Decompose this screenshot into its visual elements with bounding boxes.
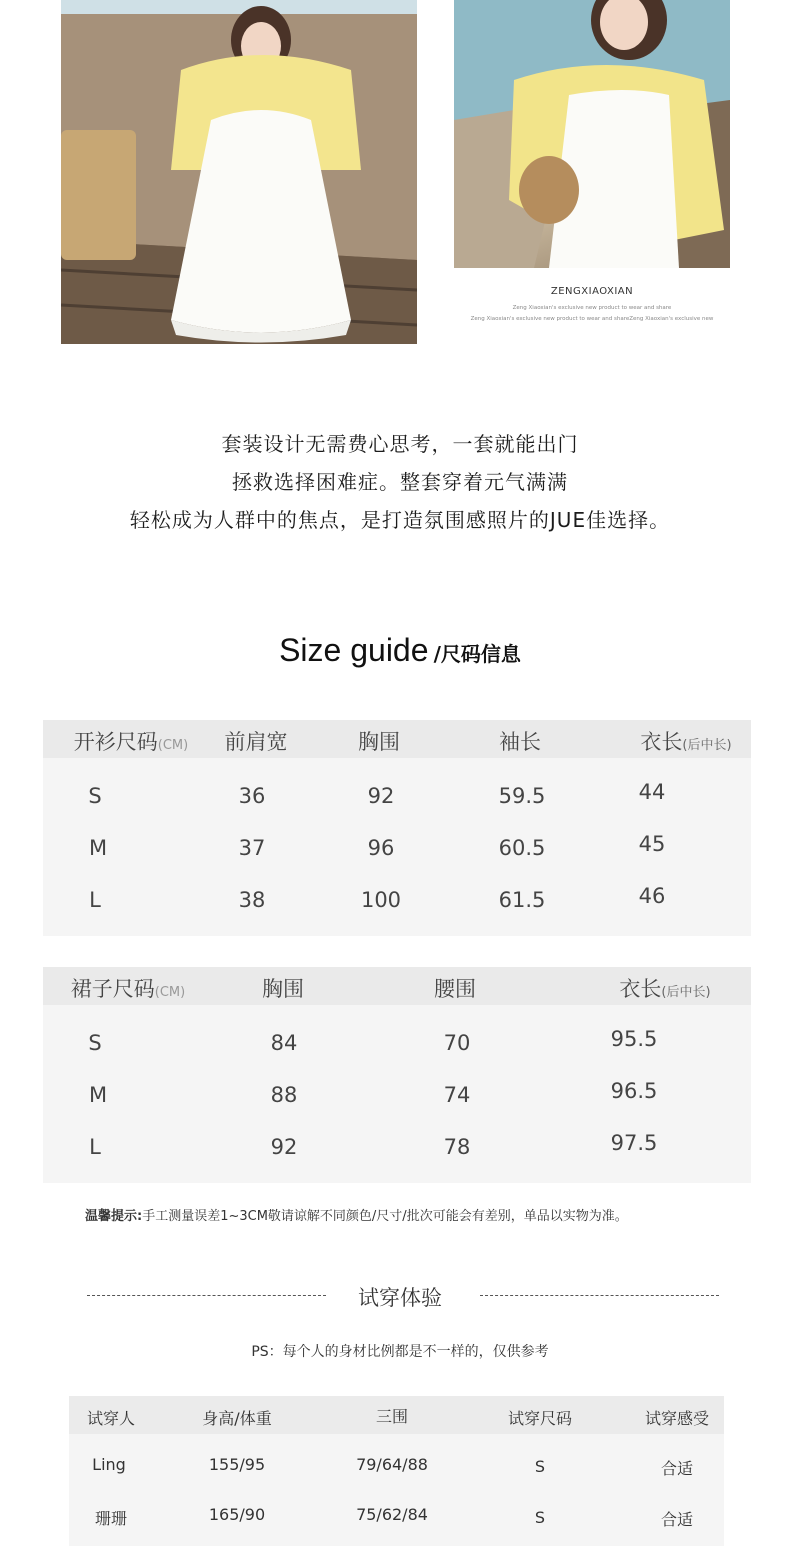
row-waist: 70 [443, 1031, 471, 1055]
description-line-3: 轻松成为人群中的焦点，是打造氛围感照片的JUE佳选择。 [129, 508, 671, 532]
skirt-header-length: 衣长(后中长) [619, 977, 711, 1001]
row-size: L [89, 888, 101, 912]
cardigan-header-bust: 胸围 [358, 730, 400, 754]
row-bust: 96 [367, 836, 395, 860]
row-sleeve: 59.5 [498, 784, 546, 808]
row-length: 45 [638, 832, 666, 856]
row-length: 96.5 [610, 1079, 658, 1103]
row-size: S [88, 1031, 102, 1055]
divider-right [480, 1295, 719, 1296]
caption-brand: ZENGXIAOXIAN [550, 286, 634, 297]
cardigan-header-shoulder: 前肩宽 [224, 730, 288, 754]
row-feel: 合适 [660, 1459, 694, 1478]
cardigan-table-body [43, 758, 751, 936]
try-on-table-header [69, 1396, 724, 1434]
row-size: M [88, 1083, 108, 1107]
try-on-note: PS：每个人的身材比例都是不一样的，仅供参考 [251, 1344, 549, 1360]
row-length: 46 [638, 884, 666, 908]
caption-line-2: Zeng Xiaoxian's exclusive new product to wear and shareZeng Xiaoxian's exclusive new [470, 316, 714, 322]
row-shoulder: 37 [238, 836, 266, 860]
row-shoulder: 36 [238, 784, 266, 808]
row-feel: 合适 [660, 1510, 694, 1529]
row-person: Ling [92, 1455, 126, 1474]
row-sleeve: 61.5 [498, 888, 546, 912]
skirt-table-header [43, 967, 751, 1005]
skirt-header-name: 裙子尺码(CM) [70, 977, 186, 1001]
header-feel: 试穿感受 [644, 1409, 710, 1428]
header-size: 试穿尺码 [507, 1409, 573, 1428]
header-height-weight: 身高/体重 [202, 1409, 272, 1428]
try-on-title: 试穿体验 [358, 1286, 442, 1310]
tip-label: 温馨提示: [85, 1209, 143, 1224]
row-length: 44 [638, 780, 666, 804]
description-line-1: 套装设计无需费心思考，一套就能出门 [221, 432, 579, 456]
row-waist: 78 [443, 1135, 471, 1159]
tip-text: 手工测量误差1~3CM敬请谅解不同颜色/尺寸/批次可能会有差别，单品以实物为准。 [142, 1209, 628, 1224]
row-height-weight: 155/95 [208, 1455, 266, 1474]
row-bust: 92 [367, 784, 395, 808]
row-size: S [534, 1457, 546, 1476]
header-measurements: 三围 [375, 1407, 409, 1426]
row-height-weight: 165/90 [208, 1505, 266, 1524]
skirt-size-table [43, 967, 751, 1183]
cardigan-header-name: 开衫尺码(CM) [73, 730, 189, 754]
row-person: 珊珊 [94, 1509, 128, 1528]
caption-line-1: Zeng Xiaoxian's exclusive new product to wear and share [512, 305, 672, 311]
row-length: 95.5 [610, 1027, 658, 1051]
cardigan-header-length: 衣长(后中长) [640, 730, 732, 754]
row-bust: 84 [270, 1031, 298, 1055]
size-guide-title [0, 632, 800, 669]
row-shoulder: 38 [238, 888, 266, 912]
size-guide-title-cn: /尺码信息 [433, 642, 521, 666]
measurement-tip [85, 1205, 628, 1224]
row-bust: 88 [270, 1083, 298, 1107]
cardigan-table-header [43, 720, 751, 758]
row-length: 97.5 [610, 1131, 658, 1155]
skirt-header-bust: 胸围 [262, 977, 304, 1001]
try-on-table-body [69, 1434, 724, 1546]
row-size: M [88, 836, 108, 860]
row-measurements: 75/62/84 [356, 1505, 428, 1524]
row-bust: 92 [270, 1135, 298, 1159]
cardigan-header-sleeve: 袖长 [499, 730, 541, 754]
size-guide-title-en: Size guide [279, 632, 429, 668]
row-sleeve: 60.5 [498, 836, 546, 860]
skirt-header-waist: 腰围 [434, 977, 476, 1001]
header-person: 试穿人 [86, 1409, 136, 1428]
description-line-2: 拯救选择困难症。整套穿着元气满满 [232, 470, 568, 494]
row-waist: 74 [443, 1083, 471, 1107]
row-size: L [89, 1135, 101, 1159]
row-measurements: 79/64/88 [356, 1455, 428, 1474]
row-size: S [88, 784, 102, 808]
row-size: S [534, 1508, 546, 1527]
skirt-table-body [43, 1005, 751, 1183]
row-bust: 100 [360, 888, 402, 912]
cardigan-size-table [43, 720, 751, 936]
product-photo-left [61, 0, 417, 344]
product-photo-right [454, 0, 730, 268]
